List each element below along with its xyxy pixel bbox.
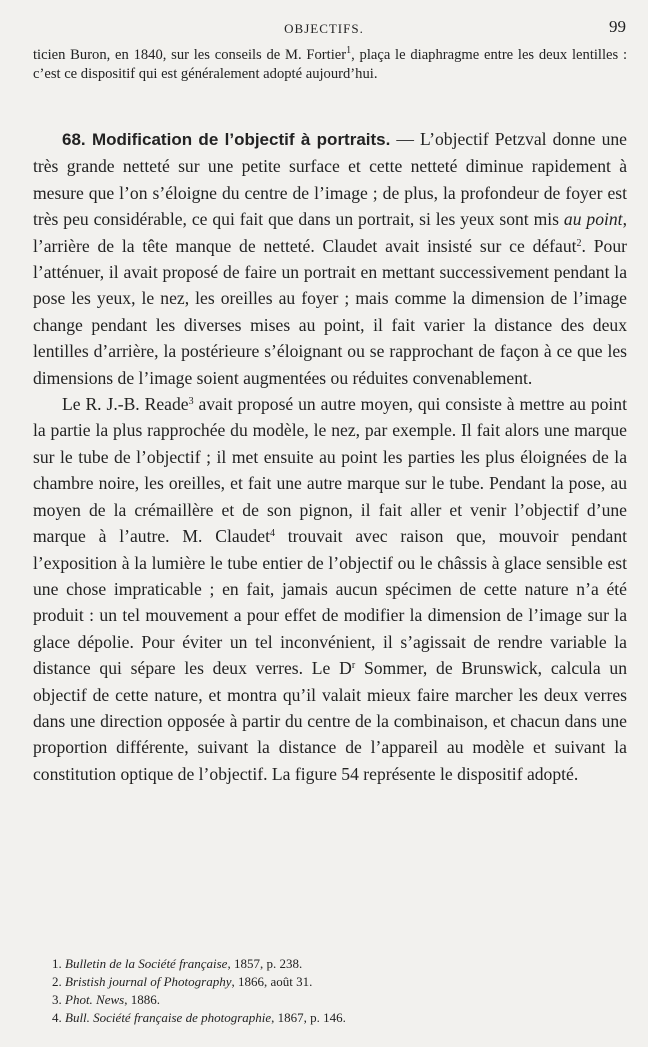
paragraph-2-text-a: Le R. J.-B. Reade <box>62 394 189 415</box>
section-paragraph-1 <box>33 126 627 391</box>
footnote-ref-2: 2 <box>576 237 582 249</box>
paragraph-2-text-b: avait proposé un autre moyen, qui consiste à mettre au point la partie la plus rapprochée du modèle, le nez, par exemple. Il fait alors une marque sur le tube de l’objectif ; il met ensuite au point les parties les plus éloignées de la chambre noire, les oreilles, et fait une autre marque sur le tube. Pendant la pose, au moyen de la crémaillère et de son pignon, il fait aller et venir l’objectif d’une marque à l’autre. M. Claudet <box>33 394 627 547</box>
intro-text-1: ticien Buron, en 1840, sur les conseils de M. Fortier <box>33 47 347 63</box>
running-title: OBJECTIFS. <box>284 21 364 36</box>
page-header <box>0 17 648 41</box>
footnote-item <box>52 955 612 973</box>
section-heading: 68. Modification de l’objectif à portraits. <box>62 130 391 149</box>
footnote-number: 3. <box>52 992 62 1007</box>
intro-paragraph <box>33 46 627 84</box>
footnote-number: 1. <box>52 956 62 971</box>
footnote-rest: , 1857, p. 238. <box>227 956 303 971</box>
footnote-title: Bristish journal of Photography <box>65 974 232 989</box>
footnote-item <box>52 991 612 1009</box>
footnotes <box>52 955 612 1027</box>
footnote-item <box>52 973 612 991</box>
footnote-title: Phot. News <box>65 992 125 1007</box>
doctor-abbrev-superscript: r <box>351 660 356 672</box>
footnote-ref-1: 1 <box>346 45 352 56</box>
paragraph-1-italic: au point <box>563 209 623 230</box>
section-paragraph-2 <box>33 391 627 787</box>
footnote-rest: , 1866, août 31. <box>231 974 313 989</box>
footnote-rest: , 1886. <box>124 992 160 1007</box>
page-number: 99 <box>609 17 626 36</box>
footnote-number: 4. <box>52 1010 62 1025</box>
paragraph-2-text-c: trouvait avec raison que, mouvoir pendant l’exposition à la lumière le tube entier de l’objectif ou le châssis à glace sensible est une chose impraticable ; en fait, jamais aucun spécimen de cette nature n’a été produit : un tel mouvement a pour effet de modifier la dimension de l’image sur la glace dépolie. Pour éviter un tel inconvénient, il s’agissait de rendre variable la distance qui sépare les deux verres. Le D <box>33 526 628 679</box>
footnote-number: 2. <box>52 974 62 989</box>
intro-text-2: , plaça le diaphragme entre les deux lentilles : c’est ce dispositif qui est généralement adopté aujourd’hui. <box>33 47 627 82</box>
footnote-title: Bulletin de la Société française <box>65 956 228 971</box>
footnote-rest: , 1867, p. 146. <box>271 1010 346 1025</box>
footnote-item <box>52 1009 612 1027</box>
paragraph-2-text-d: Sommer, de Brunswick, calcula un objectif de cette nature, et montra qu’il valait mieux faire marcher les deux verres dans une direction opposée à partir du centre de la combinaison, et chacun dans une proportion différente, suivant la distance de l’appareil au modèle et suivant la constitution optique de l’objectif. La figure 54 représente le dispositif adopté. <box>33 658 627 784</box>
paragraph-1-text-a: — L’objectif Petzval donne une très grande netteté sur une petite surface et cette netteté diminue rapidement à mesure que l’on s’éloigne du centre de l’image ; de plus, la profondeur de foyer est très peu considérable, ce qui fait que dans un portrait, si les yeux sont mis <box>33 129 627 230</box>
section-68 <box>33 126 627 787</box>
paragraph-1-text-b: , l’arrière de la tête manque de netteté. Claudet avait insisté sur ce défaut <box>33 209 627 256</box>
footnote-ref-4: 4 <box>269 528 275 540</box>
footnote-title: Bull. Société française de photographie <box>65 1010 272 1025</box>
paragraph-1-text-c: . Pour l’atténuer, il avait proposé de faire un portrait en mettant successivement pendant la pose les yeux, le nez, les oreilles au foyer ; mais comme la dimension de l’image change pendant les diverses mises au point, il fait varier la distance des deux lentilles d’arrière, la postérieure s’éloignant ou se rapprochant de façon à ce que les dimensions de l’image soient augmentées ou réduites convenablement. <box>33 235 627 388</box>
footnote-ref-3: 3 <box>188 396 194 408</box>
